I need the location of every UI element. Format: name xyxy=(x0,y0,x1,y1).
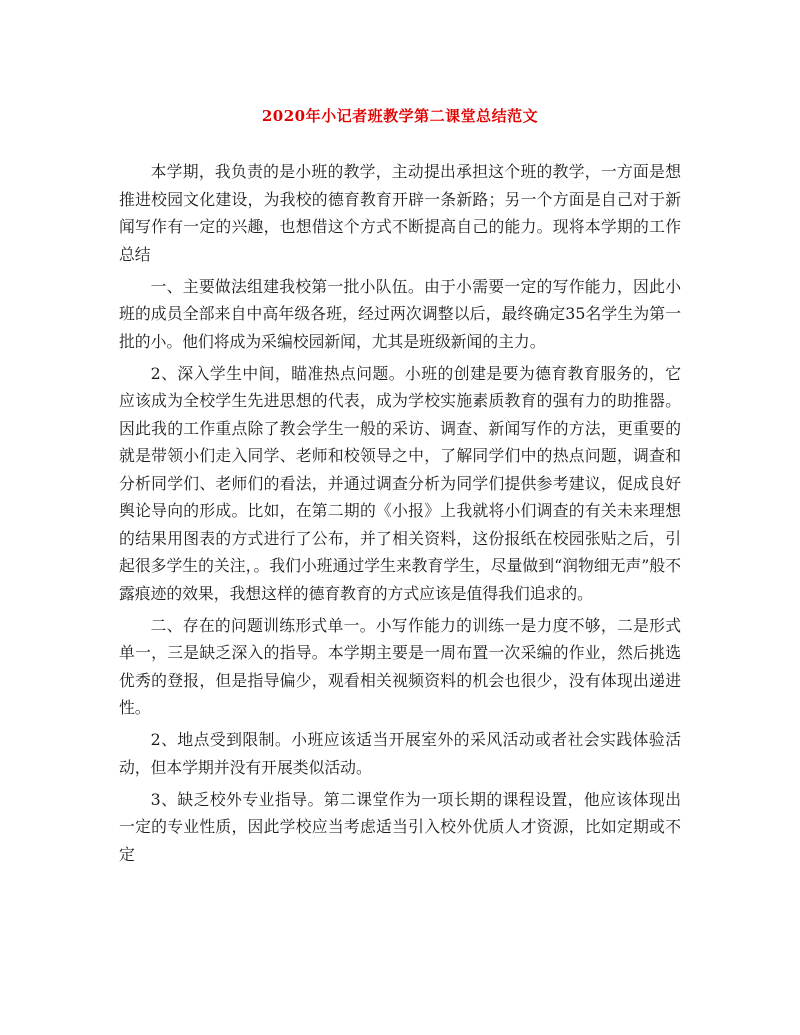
paragraph-section-2-item-2: 2、地点受到限制。小班应该适当开展室外的采风活动或者社会实践体验活动，但本学期并没有开展类似活动。 xyxy=(119,730,681,777)
document-body xyxy=(119,158,681,873)
paragraph-section-2-item-3: 3、缺乏校外专业指导。第二课堂作为一项长期的课程设置，他应该体现出一定的专业性质，因此学校应当考虑适当引入校外优质人才资源，比如定期或不定 xyxy=(119,789,681,864)
paragraph-intro: 本学期，我负责的是小班的教学，主动提出承担这个班的教学，一方面是想推进校园文化建设，为我校的德育教育开辟一条新路；另一个方面是自己对于新闻写作有一定的兴趣，也想借这个方式不断提高自己的能力。现将本学期的工作总结 xyxy=(119,162,681,264)
paragraph-section-1-item-2: 2、深入学生中间，瞄准热点问题。小班的创建是要为德育教育服务的，它应该成为全校学生先进思想的代表，成为学校实施素质教育的强有力的助推器。因此我的工作重点除了教会学生一般的采访、调查、新闻写作的方法，更重要的就是带领小们走入同学、老师和校领导之中，了解同学们中的热点问题，调查和分析同学们、老师们的看法，并通过调查分析为同学们提供参考建议，促成良好舆论导向的形成。比如，在第二期的《小报》上我就将小们调查的有关未来理想的结果用图表的方式进行了公布，并了相关资料，这份报纸在校园张贴之后，引起很多学生的关注，。我们小班通过学生来教育学生，尽量做到“润物细无声”般不露痕迹的效果，我想这样的德育教育的方式应该是值得我们追求的。 xyxy=(119,363,681,603)
document-title: 2020年小记者班教学第二课堂总结范文 xyxy=(261,107,539,125)
paragraph-section-1: 一、主要做法组建我校第一批小队伍。由于小需要一定的写作能力，因此小班的成员全部来自中高年级各班，经过两次调整以后，最终确定35名学生为第一批的小。他们将成为采编校园新闻，尤其是班级新闻的主力。 xyxy=(119,276,681,351)
paragraph-section-2: 二、存在的问题训练形式单一。小写作能力的训练一是力度不够，二是形式单一，三是缺乏深入的指导。本学期主要是一周布置一次采编的作业，然后挑选优秀的登报，但是指导偏少，观看相关视频资料的机会也很少，没有体现出递进性。 xyxy=(119,615,681,718)
